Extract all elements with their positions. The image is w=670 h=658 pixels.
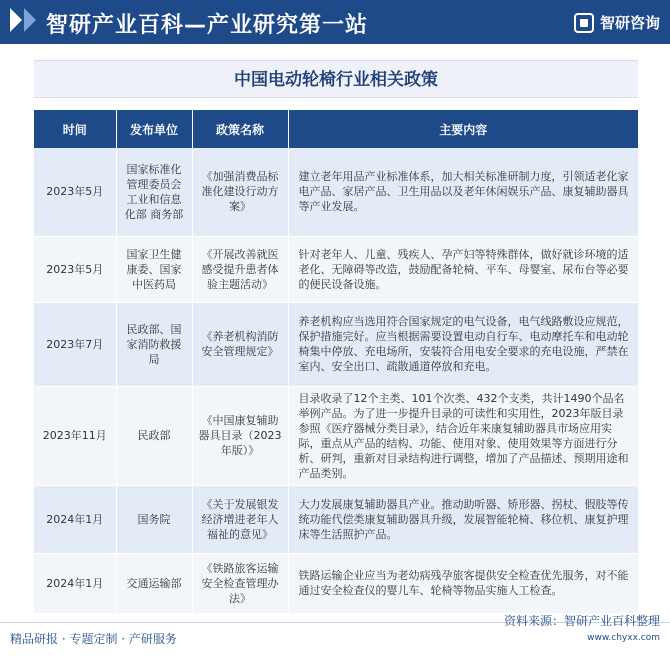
source-note: 资料来源：智研产业百科整理 — [503, 614, 660, 628]
cell-dept: 民政部 — [116, 386, 192, 485]
table-row — [34, 148, 638, 236]
column-header-date: 时间 — [34, 110, 116, 148]
site-title: 智研产业百科—产业研究第一站 — [46, 13, 369, 38]
brand-name: 智研咨询 — [599, 14, 660, 32]
policy-table — [34, 110, 638, 614]
cell-date: 2023年5月 — [34, 236, 116, 302]
cell-content: 目录收录了12个主类、101个次类、432个支类，共计1490个品名举例产品。为了进一步提升目录的可读性和实用性，2023年版目录参照《医疗器械分类目录》，结合近年来康复辅助器具市场应用实际，重点从产品的结构、功能、使用对象、使用效果等方面进行分析、研判，重新对目录结构进行调整，增加了产品描述、预期用途和产品类别。 — [288, 386, 638, 485]
cell-content: 建立老年用品产业标准体系，加大相关标准研制力度，引领适老化家电产品、家居产品、卫生用品以及老年休闲娱乐产品、康复辅助器具等产业发展。 — [288, 148, 638, 236]
cell-policy: 《铁路旅客运输安全检查管理办法》 — [192, 553, 288, 613]
cell-dept: 交通运输部 — [116, 553, 192, 613]
cell-dept: 民政部、国家消防救援局 — [116, 302, 192, 386]
brand-logo-icon — [574, 13, 594, 33]
cell-date: 2023年11月 — [34, 386, 116, 485]
cell-policy: 《加强消费品标准化建设行动方案》 — [192, 148, 288, 236]
column-header-policy: 政策名称 — [192, 110, 288, 148]
cell-date: 2024年1月 — [34, 485, 116, 553]
table-header-row — [34, 110, 638, 148]
site-url[interactable]: www.chyxx.com — [587, 633, 660, 643]
table-row — [34, 302, 638, 386]
cell-content: 针对老年人、儿童、残疾人、孕产妇等特殊群体，做好就诊环境的适老化、无障碍等改造，鼓励配备轮椅、平车、母婴室、尿布台等必要的便民设备设施。 — [288, 236, 638, 302]
cell-dept: 国家卫生健康委、国家中医药局 — [116, 236, 192, 302]
page-title: 中国电动轮椅行业相关政策 — [34, 60, 638, 98]
cell-dept: 国家标准化管理委员会工业和信息化部 商务部 — [116, 148, 192, 236]
column-header-content: 主要内容 — [288, 110, 638, 148]
cell-date: 2023年7月 — [34, 302, 116, 386]
brand[interactable] — [574, 12, 660, 33]
chevron-right-icon — [10, 8, 22, 32]
cell-content: 铁路运输企业应当为老幼病残孕旅客提供安全检查优先服务，对不能通过安全检查仪的婴儿车、轮椅等物品实施人工检查。 — [288, 553, 638, 613]
cell-dept: 国务院 — [116, 485, 192, 553]
footer-source-block — [504, 612, 660, 643]
column-header-dept: 发布单位 — [116, 110, 192, 148]
cell-date: 2023年5月 — [34, 148, 116, 236]
cell-policy: 《中国康复辅助器具目录（2023年版）》 — [192, 386, 288, 485]
table-row — [34, 236, 638, 302]
cell-policy: 《养老机构消防安全管理规定》 — [192, 302, 288, 386]
cell-policy: 《开展改善就医感受提升患者体验主题活动》 — [192, 236, 288, 302]
chevron-right-icon — [24, 8, 36, 32]
table-row — [34, 386, 638, 485]
cell-date: 2024年1月 — [34, 553, 116, 613]
cell-policy: 《关于发展银发经济增进老年人福祉的意见》 — [192, 485, 288, 553]
cell-content: 养老机构应当选用符合国家规定的电气设备，电气线路敷设应规范，保护措施完好。应当根据需要设置电动自行车、电动摩托车和电动轮椅集中停放、充电场所，安装符合用电安全要求的充电设施，严禁在室内、安全出口、疏散通道停放和充电。 — [288, 302, 638, 386]
table-row — [34, 553, 638, 613]
footer-services: 精品研报 · 专题定制 · 产研服务 — [10, 632, 177, 646]
top-banner — [0, 0, 670, 44]
table-row — [34, 485, 638, 553]
cell-content: 大力发展康复辅助器具产业。推动助听器、矫形器、拐杖、假肢等传统功能代偿类康复辅助器具升级，发展智能轮椅、移位机、康复护理床等生活照护产品。 — [288, 485, 638, 553]
